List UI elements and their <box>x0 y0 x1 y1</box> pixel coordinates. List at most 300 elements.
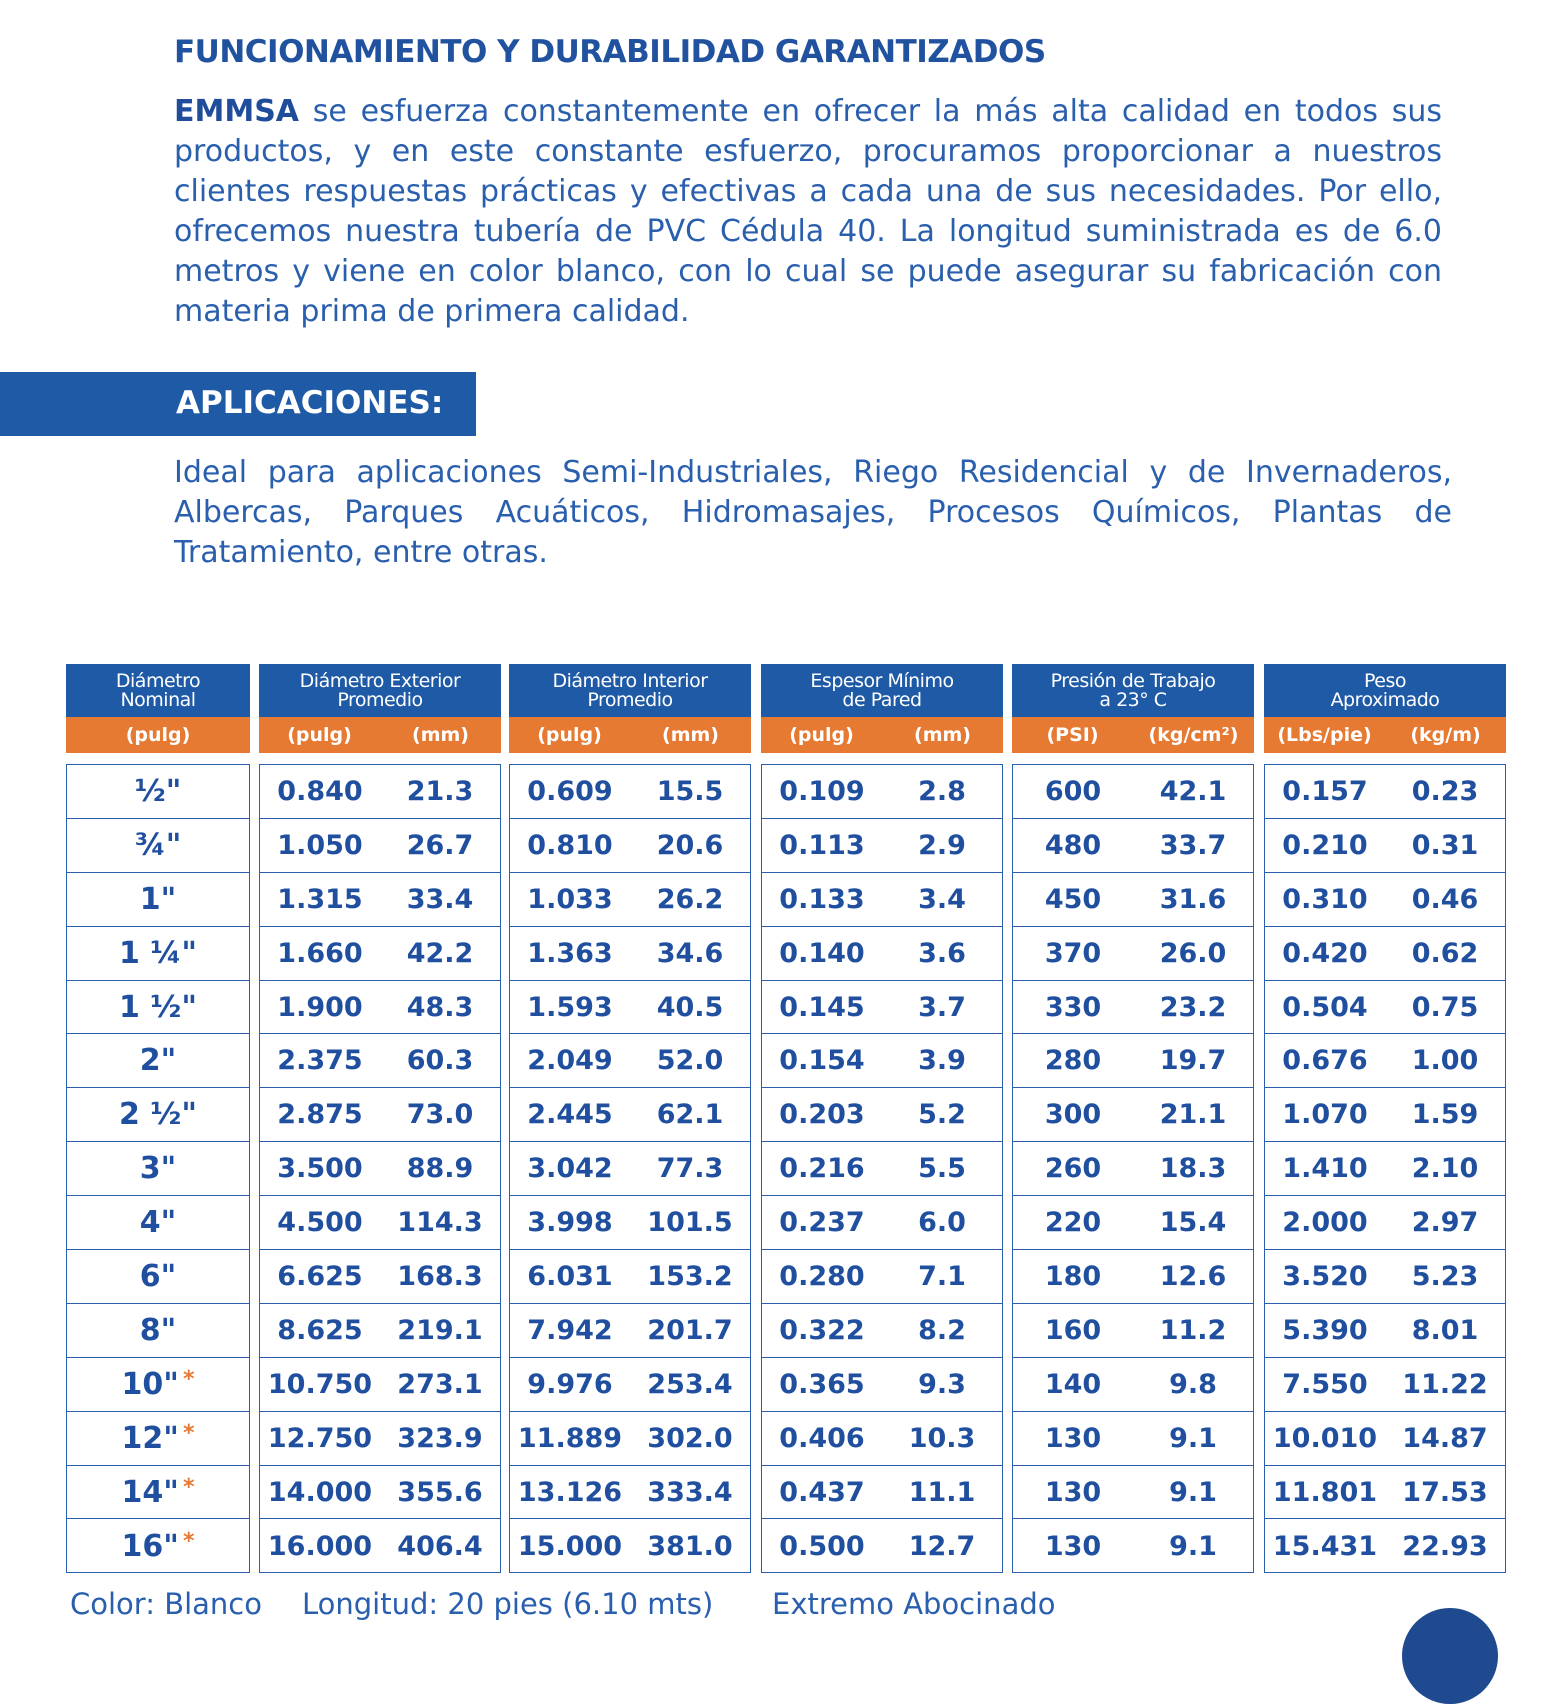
table-cell: 2.445 <box>527 1099 613 1131</box>
table-cell: 0.75 <box>1411 991 1479 1023</box>
table-cell: 140 <box>1044 1368 1102 1400</box>
table-cell: 0.322 <box>779 1314 865 1346</box>
table-row <box>67 765 249 819</box>
table-row <box>67 1358 249 1412</box>
asterisk-mark: * <box>182 1366 195 1392</box>
table-row <box>1013 765 1253 819</box>
table-row <box>1265 1034 1505 1088</box>
table-row <box>510 1142 750 1196</box>
table-row <box>1013 1034 1253 1088</box>
table-cell: 0.210 <box>1282 829 1368 861</box>
table-cell: 26.2 <box>656 883 724 915</box>
table-cell: 160 <box>1044 1314 1102 1346</box>
nominal-cell <box>67 990 249 1025</box>
table-row <box>510 873 750 927</box>
table-cell: 6.031 <box>527 1260 613 1292</box>
table-cell: 355.6 <box>397 1476 483 1508</box>
table-cell: 406.4 <box>397 1530 483 1562</box>
table-cell: 0.62 <box>1411 937 1479 969</box>
table-cell: 3.520 <box>1282 1260 1368 1292</box>
table-cell: 168.3 <box>397 1260 483 1292</box>
page-number-badge <box>1402 1608 1498 1704</box>
table-cell: 0.310 <box>1282 883 1368 915</box>
unit-label: (mm) <box>914 724 971 746</box>
table-cell: 1.050 <box>277 829 363 861</box>
table-row <box>510 765 750 819</box>
table-cell: 5.2 <box>918 1099 966 1131</box>
table-row <box>762 1088 1002 1142</box>
group-title-line2: Nominal <box>120 688 196 711</box>
table-row <box>260 1196 500 1250</box>
table-cell: 0.154 <box>779 1045 865 1077</box>
table-row <box>762 1519 1002 1573</box>
group-title-line1: Peso <box>1364 669 1406 692</box>
table-row <box>260 765 500 819</box>
table-cell: 11.889 <box>517 1422 623 1454</box>
nominal-cell <box>67 828 249 863</box>
table-cell: 22.93 <box>1402 1530 1488 1562</box>
nominal-value: 10" <box>121 1366 179 1402</box>
table-row <box>762 1250 1002 1304</box>
table-row <box>762 765 1002 819</box>
nominal-value: 3" <box>139 1151 177 1187</box>
table-cell: 1.660 <box>277 937 363 969</box>
applications-text: Ideal para aplicaciones Semi-Industriales, Riego Residencial y de Invernaderos, Albercas, Parques Acuáticos, Hidromasajes, Procesos Químicos, Plantas de Tratamiento, entre otras. <box>174 455 1452 570</box>
group-title-line1: Diámetro Interior <box>552 669 708 692</box>
table-row <box>67 1142 249 1196</box>
table-cell: 23.2 <box>1159 991 1227 1023</box>
table-cell: 480 <box>1044 829 1102 861</box>
unit-label: (pulg) <box>789 724 854 746</box>
table-cell: 381.0 <box>647 1530 733 1562</box>
applications-title: APLICACIONES: <box>176 385 444 421</box>
unit-label: (PSI) <box>1046 724 1099 746</box>
nominal-value: 16" <box>121 1528 179 1564</box>
table-cell: 34.6 <box>656 937 724 969</box>
group-title-line2: de Pared <box>842 688 922 711</box>
table-cell: 10.010 <box>1272 1422 1378 1454</box>
footer-end: Extremo Abocinado <box>772 1587 1056 1621</box>
table-row <box>1013 1358 1253 1412</box>
table-row <box>510 1358 750 1412</box>
table-row <box>67 1088 249 1142</box>
unit-label: (Lbs/pie) <box>1277 724 1372 746</box>
table-row <box>260 1358 500 1412</box>
group-title-line2: a 23° C <box>1099 688 1167 711</box>
table-cell: 3.998 <box>527 1207 613 1239</box>
table-row <box>1265 981 1505 1035</box>
table-cell: 2.97 <box>1411 1207 1479 1239</box>
group-title-line2: Aproximado <box>1330 688 1440 711</box>
nominal-cell <box>67 1205 249 1240</box>
table-cell: 15.000 <box>517 1530 623 1562</box>
table-cell: 0.157 <box>1282 775 1368 807</box>
table-group <box>1012 664 1254 1573</box>
table-row <box>260 1304 500 1358</box>
table-row <box>762 1034 1002 1088</box>
table-cell: 7.942 <box>527 1314 613 1346</box>
table-cell: 0.437 <box>779 1476 865 1508</box>
table-row <box>260 1034 500 1088</box>
table-cell: 16.000 <box>267 1530 373 1562</box>
nominal-value: 2" <box>139 1043 177 1079</box>
table-cell: 0.23 <box>1411 775 1479 807</box>
table-cell: 11.1 <box>908 1476 976 1508</box>
table-row <box>1265 1412 1505 1466</box>
group-units-row <box>66 717 250 753</box>
table-cell: 10.750 <box>267 1368 373 1400</box>
table-cell: 0.280 <box>779 1260 865 1292</box>
table-cell: 3.9 <box>918 1045 966 1077</box>
table-cell: 4.500 <box>277 1207 363 1239</box>
group-title-line2: Promedio <box>337 688 423 711</box>
group-header <box>66 664 250 717</box>
table-cell: 0.810 <box>527 829 613 861</box>
nominal-cell <box>67 1421 249 1456</box>
table-cell: 5.5 <box>918 1153 966 1185</box>
table-cell: 31.6 <box>1159 883 1227 915</box>
table-row <box>510 927 750 981</box>
table-row <box>1013 1250 1253 1304</box>
nominal-cell <box>67 1097 249 1132</box>
table-cell: 0.406 <box>779 1422 865 1454</box>
table-row <box>260 1088 500 1142</box>
table-cell: 180 <box>1044 1260 1102 1292</box>
table-cell: 0.140 <box>779 937 865 969</box>
table-cell: 2.049 <box>527 1045 613 1077</box>
table-cell: 73.0 <box>406 1099 474 1131</box>
table-cell: 1.070 <box>1282 1099 1368 1131</box>
table-cell: 15.431 <box>1272 1530 1378 1562</box>
table-cell: 48.3 <box>406 991 474 1023</box>
table-cell: 9.1 <box>1169 1530 1217 1562</box>
table-row <box>1013 1412 1253 1466</box>
nominal-cell <box>67 882 249 917</box>
table-cell: 273.1 <box>397 1368 483 1400</box>
group-units-row <box>1012 717 1254 753</box>
table-row <box>510 1088 750 1142</box>
table-cell: 20.6 <box>656 829 724 861</box>
nominal-value: 8" <box>139 1312 177 1348</box>
table-row <box>67 873 249 927</box>
table-cell: 0.500 <box>779 1530 865 1562</box>
table-row <box>67 1466 249 1520</box>
table-cell: 21.1 <box>1159 1099 1227 1131</box>
table-cell: 40.5 <box>656 991 724 1023</box>
table-cell: 9.976 <box>527 1368 613 1400</box>
table-row <box>1013 1196 1253 1250</box>
table-cell: 13.126 <box>517 1476 623 1508</box>
table-row <box>1265 1142 1505 1196</box>
table-cell: 260 <box>1044 1153 1102 1185</box>
table-row <box>762 819 1002 873</box>
table-row <box>67 1412 249 1466</box>
table-row <box>1265 1466 1505 1520</box>
table-cell: 11.22 <box>1402 1368 1488 1400</box>
group-title-line1: Diámetro Exterior <box>299 669 461 692</box>
group-header <box>761 664 1003 717</box>
nominal-value: 6" <box>139 1258 177 1294</box>
table-cell: 2.000 <box>1282 1207 1368 1239</box>
table-row <box>1013 1519 1253 1573</box>
table-cell: 2.8 <box>918 775 966 807</box>
table-cell: 0.420 <box>1282 937 1368 969</box>
group-header <box>259 664 501 717</box>
table-row <box>1013 1466 1253 1520</box>
nominal-value: 4" <box>139 1205 177 1241</box>
group-body <box>259 764 501 1573</box>
table-cell: 7.550 <box>1282 1368 1368 1400</box>
table-cell: 42.1 <box>1159 775 1227 807</box>
nominal-value: 1 ¼" <box>118 935 197 971</box>
table-cell: 253.4 <box>647 1368 733 1400</box>
table-cell: 3.4 <box>918 883 966 915</box>
table-cell: 2.875 <box>277 1099 363 1131</box>
table-cell: 450 <box>1044 883 1102 915</box>
table-cell: 6.0 <box>918 1207 966 1239</box>
table-cell: 2.375 <box>277 1045 363 1077</box>
table-cell: 0.609 <box>527 775 613 807</box>
group-body <box>509 764 751 1573</box>
nominal-value: ¾" <box>134 827 182 863</box>
table-row <box>510 981 750 1035</box>
group-units-row <box>761 717 1003 753</box>
table-cell: 0.109 <box>779 775 865 807</box>
table-row <box>762 1412 1002 1466</box>
table-cell: 19.7 <box>1159 1045 1227 1077</box>
table-cell: 7.1 <box>918 1260 966 1292</box>
group-title-line1: Espesor Mínimo <box>810 669 954 692</box>
table-row <box>1265 1250 1505 1304</box>
table-row <box>1013 1142 1253 1196</box>
table-cell: 201.7 <box>647 1314 733 1346</box>
nominal-cell <box>67 1367 249 1402</box>
group-units-row <box>259 717 501 753</box>
table-cell: 0.145 <box>779 991 865 1023</box>
table-group <box>509 664 751 1573</box>
table-cell: 0.216 <box>779 1153 865 1185</box>
table-cell: 9.1 <box>1169 1476 1217 1508</box>
table-row <box>260 1466 500 1520</box>
unit-label: (pulg) <box>537 724 602 746</box>
table-row <box>67 1519 249 1573</box>
table-row <box>510 1196 750 1250</box>
table-cell: 130 <box>1044 1476 1102 1508</box>
table-cell: 600 <box>1044 775 1102 807</box>
table-row <box>67 927 249 981</box>
table-cell: 11.2 <box>1159 1314 1227 1346</box>
table-cell: 2.10 <box>1411 1153 1479 1185</box>
group-header <box>509 664 751 717</box>
table-row <box>1265 873 1505 927</box>
table-cell: 0.840 <box>277 775 363 807</box>
table-row <box>762 927 1002 981</box>
table-row <box>67 1250 249 1304</box>
group-body <box>66 764 250 1573</box>
table-row <box>762 1196 1002 1250</box>
table-cell: 0.365 <box>779 1368 865 1400</box>
group-units-row <box>1264 717 1506 753</box>
table-cell: 5.23 <box>1411 1260 1479 1292</box>
table-cell: 12.6 <box>1159 1260 1227 1292</box>
asterisk-mark: * <box>182 1474 195 1500</box>
table-cell: 33.7 <box>1159 829 1227 861</box>
table-row <box>260 1250 500 1304</box>
page-heading: FUNCIONAMIENTO Y DURABILIDAD GARANTIZADOS <box>174 34 1046 70</box>
group-header <box>1264 664 1506 717</box>
table-cell: 14.000 <box>267 1476 373 1508</box>
table-row <box>67 1034 249 1088</box>
table-cell: 26.0 <box>1159 937 1227 969</box>
table-row <box>762 1304 1002 1358</box>
table-cell: 3.6 <box>918 937 966 969</box>
table-cell: 12.750 <box>267 1422 373 1454</box>
table-cell: 323.9 <box>397 1422 483 1454</box>
table-row <box>510 1250 750 1304</box>
table-row <box>1013 1304 1253 1358</box>
table-cell: 17.53 <box>1402 1476 1488 1508</box>
table-group <box>259 664 501 1573</box>
footer-length: Longitud: 20 pies (6.10 mts) <box>302 1587 714 1621</box>
asterisk-mark: * <box>182 1528 195 1554</box>
table-cell: 26.7 <box>406 829 474 861</box>
table-cell: 8.625 <box>277 1314 363 1346</box>
table-row <box>67 1304 249 1358</box>
unit-label: (kg/m) <box>1410 724 1481 746</box>
table-cell: 77.3 <box>656 1153 724 1185</box>
table-row <box>1013 819 1253 873</box>
table-cell: 1.315 <box>277 883 363 915</box>
table-row <box>762 981 1002 1035</box>
table-cell: 33.4 <box>406 883 474 915</box>
group-title-line1: Presión de Trabajo <box>1050 669 1216 692</box>
table-row <box>1265 1304 1505 1358</box>
table-cell: 219.1 <box>397 1314 483 1346</box>
table-cell: 1.363 <box>527 937 613 969</box>
table-cell: 101.5 <box>647 1207 733 1239</box>
table-cell: 15.5 <box>656 775 724 807</box>
table-cell: 11.801 <box>1272 1476 1378 1508</box>
unit-label: (mm) <box>662 724 719 746</box>
nominal-cell <box>67 936 249 971</box>
group-body <box>1264 764 1506 1573</box>
nominal-cell <box>67 1475 249 1510</box>
table-row <box>510 1412 750 1466</box>
table-cell: 1.00 <box>1411 1045 1479 1077</box>
table-cell: 12.7 <box>908 1530 976 1562</box>
table-cell: 0.133 <box>779 883 865 915</box>
table-row <box>510 1519 750 1573</box>
table-cell: 42.2 <box>406 937 474 969</box>
asterisk-mark: * <box>182 1420 195 1446</box>
group-units-row <box>509 717 751 753</box>
table-cell: 60.3 <box>406 1045 474 1077</box>
unit-label: (pulg) <box>125 724 191 746</box>
nominal-value: 2 ½" <box>118 1097 197 1133</box>
nominal-cell <box>67 1313 249 1348</box>
table-cell: 1.59 <box>1411 1099 1479 1131</box>
table-cell: 8.01 <box>1411 1314 1479 1346</box>
table-row <box>67 981 249 1035</box>
nominal-cell <box>67 1529 249 1564</box>
table-cell: 0.203 <box>779 1099 865 1131</box>
table-cell: 62.1 <box>656 1099 724 1131</box>
table-row <box>762 1466 1002 1520</box>
table-row <box>762 873 1002 927</box>
table-cell: 15.4 <box>1159 1207 1227 1239</box>
table-cell: 130 <box>1044 1530 1102 1562</box>
group-body <box>761 764 1003 1573</box>
table-row <box>1265 1196 1505 1250</box>
table-row <box>1265 1519 1505 1573</box>
table-cell: 1.900 <box>277 991 363 1023</box>
table-row <box>510 1034 750 1088</box>
nominal-cell <box>67 1043 249 1078</box>
nominal-value: 1 ½" <box>118 989 197 1025</box>
table-cell: 280 <box>1044 1045 1102 1077</box>
table-cell: 0.504 <box>1282 991 1368 1023</box>
table-cell: 10.3 <box>908 1422 976 1454</box>
table-row <box>1265 819 1505 873</box>
group-title-line2: Promedio <box>587 688 673 711</box>
table-row <box>260 819 500 873</box>
table-cell: 21.3 <box>406 775 474 807</box>
table-cell: 114.3 <box>397 1207 483 1239</box>
table-cell: 88.9 <box>406 1153 474 1185</box>
table-row <box>67 819 249 873</box>
table-cell: 5.390 <box>1282 1314 1368 1346</box>
brand-name: EMMSA <box>174 94 300 129</box>
table-cell: 1.033 <box>527 883 613 915</box>
table-row <box>260 927 500 981</box>
nominal-cell <box>67 774 249 809</box>
table-cell: 370 <box>1044 937 1102 969</box>
table-cell: 18.3 <box>1159 1153 1227 1185</box>
table-cell: 302.0 <box>647 1422 733 1454</box>
table-cell: 3.7 <box>918 991 966 1023</box>
nominal-value: 12" <box>121 1420 179 1456</box>
table-row <box>1013 1088 1253 1142</box>
unit-label: (mm) <box>412 724 469 746</box>
table-cell: 0.676 <box>1282 1045 1368 1077</box>
table-cell: 330 <box>1044 991 1102 1023</box>
table-row <box>510 819 750 873</box>
table-row <box>1265 1088 1505 1142</box>
table-cell: 9.1 <box>1169 1422 1217 1454</box>
group-header <box>1012 664 1254 717</box>
table-row <box>260 981 500 1035</box>
table-cell: 6.625 <box>277 1260 363 1292</box>
table-row <box>67 1196 249 1250</box>
table-row <box>510 1466 750 1520</box>
nominal-cell <box>67 1151 249 1186</box>
table-group <box>1264 664 1506 1573</box>
table-row <box>260 1412 500 1466</box>
table-group <box>761 664 1003 1573</box>
table-row <box>260 1519 500 1573</box>
footer-color: Color: Blanco <box>70 1587 262 1621</box>
table-cell: 52.0 <box>656 1045 724 1077</box>
intro-paragraph <box>174 92 1442 332</box>
table-row <box>762 1142 1002 1196</box>
table-cell: 3.500 <box>277 1153 363 1185</box>
table-cell: 0.31 <box>1411 829 1479 861</box>
table-cell: 300 <box>1044 1099 1102 1131</box>
unit-label: (kg/cm²) <box>1148 724 1239 746</box>
nominal-value: ½" <box>134 773 182 809</box>
table-cell: 1.410 <box>1282 1153 1368 1185</box>
table-row <box>1013 927 1253 981</box>
